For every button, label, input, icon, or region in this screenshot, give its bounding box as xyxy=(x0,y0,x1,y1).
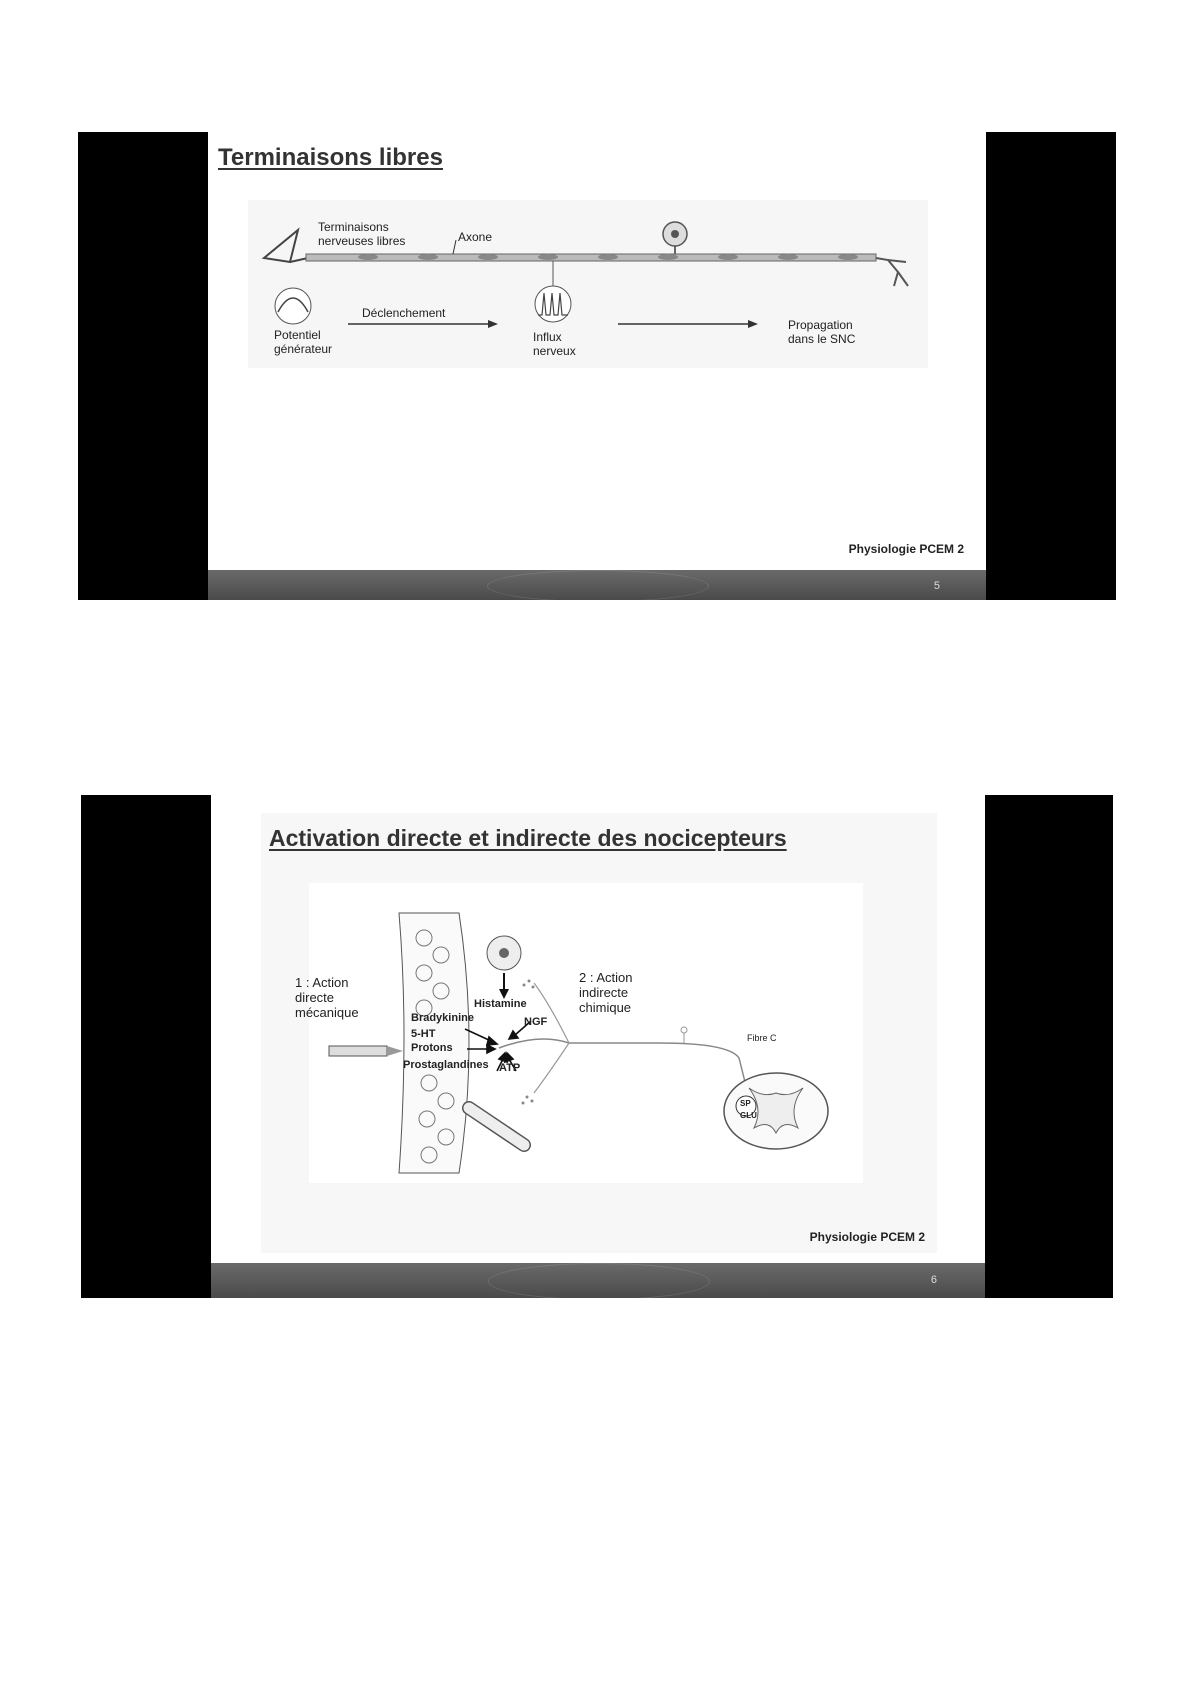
label-sp: SP xyxy=(740,1099,751,1108)
label-5-ht: 5-HT xyxy=(411,1028,436,1040)
slide-5-footer-bar xyxy=(208,570,986,600)
label-axon: Axone xyxy=(458,230,493,244)
mechanical-probe-shape xyxy=(329,1046,387,1056)
slide-5-title: Terminaisons libres xyxy=(218,144,443,171)
label-atp: ATP xyxy=(499,1062,521,1074)
label-protons: Protons xyxy=(411,1042,453,1054)
generator-potential-icon xyxy=(275,288,311,324)
slide-6-footer: Physiologie PCEM 2 xyxy=(809,1230,925,1244)
label-generator-potential: Potentiel générateur xyxy=(274,328,333,356)
nerve-diagram xyxy=(248,200,928,368)
nociceptor-illustration xyxy=(309,883,863,1183)
label-nerve-impulse: Influx nerveux xyxy=(533,330,576,358)
slide-5-footer: Physiologie PCEM 2 xyxy=(848,542,964,556)
label-direct-action: 1 : Action directe mécanique xyxy=(295,975,359,1020)
label-free-nerve-endings: Terminaisons nerveuses libres xyxy=(318,220,406,248)
slide-6-content xyxy=(211,795,985,1298)
label-trigger: Déclenchement xyxy=(362,306,446,320)
label-histamine: Histamine xyxy=(474,998,527,1010)
slide-6 xyxy=(81,795,1113,1298)
slide-5-content xyxy=(208,132,986,600)
nociceptor-diagram xyxy=(295,883,863,1183)
label-indirect-action: 2 : Action indirecte chimique xyxy=(579,970,633,1015)
ripple-decoration xyxy=(488,1263,710,1298)
slide-5 xyxy=(78,132,1116,600)
label-glu: GLU xyxy=(740,1111,757,1120)
slide-6-title: Activation directe et indirecte des nocicepteurs xyxy=(269,825,787,851)
label-propagation: Propagation dans le SNC xyxy=(788,318,856,346)
slide-6-footer-bar xyxy=(211,1263,985,1298)
free-nerve-endings-shape xyxy=(264,230,298,262)
slide-6-page-number: 6 xyxy=(930,1274,937,1286)
slide-5-page-number: 5 xyxy=(933,580,940,592)
label-fibre-c: Fibre C xyxy=(747,1033,777,1043)
label-prostaglandines: Prostaglandines xyxy=(403,1059,489,1071)
ripple-decoration xyxy=(487,570,709,600)
label-ngf: NGF xyxy=(524,1016,548,1028)
label-bradykinine: Bradykinine xyxy=(411,1012,474,1024)
